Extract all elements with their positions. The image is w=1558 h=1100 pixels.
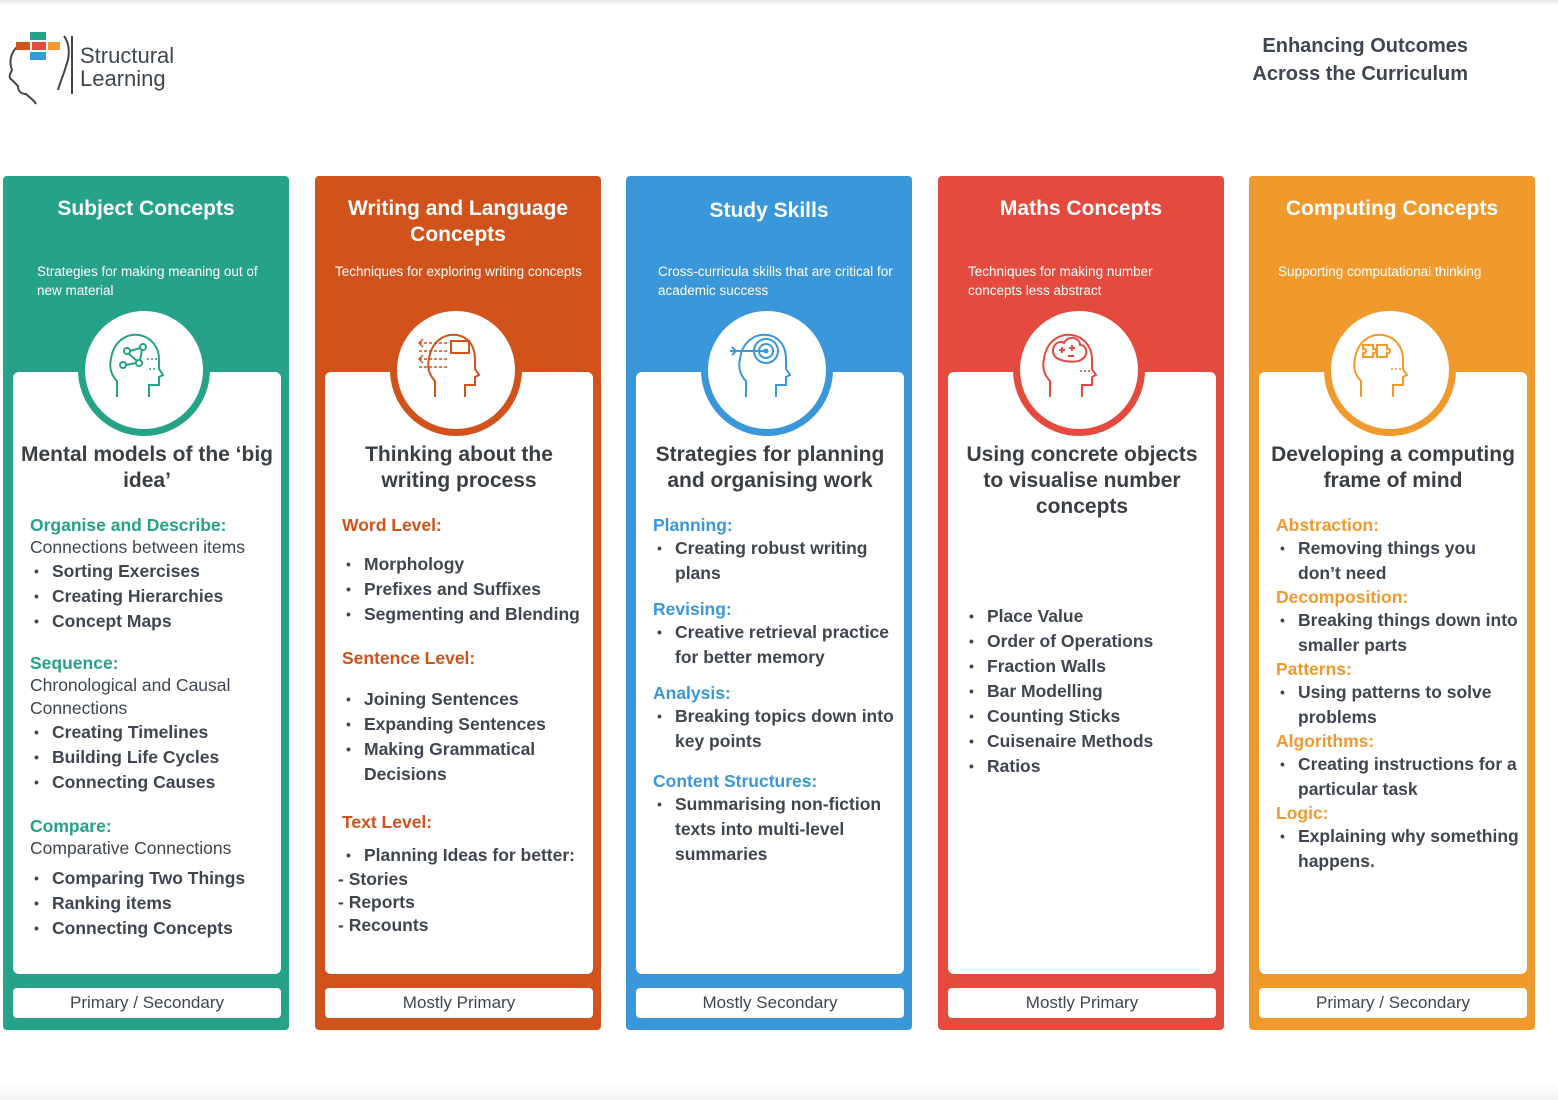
section-title: Word Level:: [342, 515, 442, 535]
list-subitem: - Stories: [338, 869, 409, 889]
concept-card: [325, 372, 593, 974]
list-item: • Counting Sticks: [965, 704, 1212, 729]
section-title: Compare:: [30, 816, 112, 836]
bullet-list: [965, 604, 1212, 779]
list-item: • Explaining why something happens.: [1276, 824, 1523, 874]
card-title: Developing a computing frame of mind: [1271, 443, 1515, 492]
column-maths-concepts: [938, 176, 1224, 1030]
bullet-list: [342, 552, 589, 627]
column-icon-badge: [78, 304, 210, 436]
brand-name-line1: Structural: [80, 43, 175, 68]
audience-label: Mostly Secondary: [636, 988, 904, 1018]
list-item: • Comparing Two Things: [30, 866, 277, 891]
section-title: Logic:: [1276, 803, 1329, 823]
section-title: Decomposition:: [1276, 587, 1409, 607]
list-item: • Order of Operations: [965, 629, 1212, 654]
list-item: • Place Value: [965, 604, 1212, 629]
section-title: Organise and Describe:: [30, 515, 227, 535]
section-title: Revising:: [653, 599, 732, 619]
column-title: Writing and Language Concepts: [347, 197, 569, 246]
list-item: • Joining Sentences: [342, 687, 589, 712]
list-item: • Sorting Exercises: [30, 559, 277, 584]
list-item: • Creating Timelines: [30, 720, 277, 745]
list-item: • Summarising non-fiction texts into multi-level summaries: [653, 792, 900, 867]
bullet-list: [30, 866, 277, 941]
bullet-list: [653, 704, 900, 754]
list-subitem: - Reports: [338, 892, 415, 912]
card-content: [653, 514, 900, 867]
list-item: • Bar Modelling: [965, 679, 1212, 704]
column-writing-language: [315, 176, 601, 1030]
list-item: • Connecting Concepts: [30, 916, 277, 941]
section-desc: Chronological and Causal Connections: [30, 675, 231, 718]
head-puzzle-icon: [1351, 329, 1415, 399]
card-title: Thinking about the writing process: [365, 443, 553, 492]
brand-name-line2: Learning: [80, 66, 166, 91]
column-subject-concepts: [3, 176, 289, 1030]
bullet-list: [342, 687, 589, 787]
column-title: Computing Concepts: [1285, 197, 1499, 220]
section-title: Analysis:: [653, 683, 731, 703]
list-subitem: - Recounts: [338, 915, 429, 935]
section-title: Algorithms:: [1276, 731, 1375, 751]
list-item: • Connecting Causes: [30, 770, 277, 795]
section-title: Content Structures:: [653, 771, 818, 791]
bullet-list: [653, 536, 900, 586]
head-arrows-icon: [417, 329, 481, 399]
section-desc: Comparative Connections: [30, 838, 232, 858]
concept-card: [636, 372, 904, 974]
head-target-icon: [728, 329, 792, 399]
head-logo-icon: [8, 30, 72, 106]
list-item: • Breaking topics down into key points: [653, 704, 900, 754]
bullet-list: [342, 843, 589, 868]
list-item: • Morphology: [342, 552, 589, 577]
list-item: • Removing things you don’t need: [1276, 536, 1523, 586]
column-subtitle: Techniques for making number concepts less abstract: [968, 264, 1153, 298]
audience-label: Primary / Secondary: [1259, 988, 1527, 1018]
brand-logo: [8, 30, 208, 106]
bullet-list: [1276, 824, 1523, 874]
list-item: • Breaking things down into smaller parts: [1276, 608, 1523, 658]
card-content: [30, 514, 277, 941]
column-icon-badge: [390, 304, 522, 436]
column-subtitle: Supporting computational thinking: [1278, 264, 1482, 279]
list-item: • Creative retrieval practice for better memory: [653, 620, 900, 670]
section-title: Sequence:: [30, 653, 119, 673]
section-title: Text Level:: [342, 812, 433, 832]
bullet-list: [653, 792, 900, 867]
column-icon-badge: [1324, 304, 1456, 436]
audience-label: Mostly Primary: [948, 988, 1216, 1018]
list-item: • Ranking items: [30, 891, 277, 916]
list-item: • Creating Hierarchies: [30, 584, 277, 609]
column-subtitle: Cross-curricula skills that are critical for academic success: [658, 264, 893, 298]
bullet-list: [30, 559, 277, 634]
card-title: Using concrete objects to visualise number concepts: [966, 443, 1198, 518]
list-item: • Concept Maps: [30, 609, 277, 634]
concept-card: [13, 372, 281, 974]
list-item: • Prefixes and Suffixes: [342, 577, 589, 602]
bullet-list: [1276, 680, 1523, 730]
list-item: • Expanding Sentences: [342, 712, 589, 737]
column-subtitle: Strategies for making meaning out of new material: [37, 264, 258, 298]
concept-card: [1259, 372, 1527, 974]
bullet-list: [30, 720, 277, 795]
column-title: Maths Concepts: [999, 197, 1163, 220]
heading-line2: Across the Curriculum: [1252, 63, 1468, 85]
section-title: Sentence Level:: [342, 648, 476, 668]
concept-card: [948, 372, 1216, 974]
head-network-icon: [105, 329, 169, 399]
bullet-list: [1276, 536, 1523, 586]
list-item: • Making Grammatical Decisions: [342, 737, 589, 787]
column-subtitle: Techniques for exploring writing concepts: [335, 264, 582, 279]
column-study-skills: [626, 176, 912, 1030]
column-title: Study Skills: [709, 199, 829, 222]
section-title: Patterns:: [1276, 659, 1352, 679]
list-item: • Creating instructions for a particular task: [1276, 752, 1523, 802]
heading-line1: Enhancing Outcomes: [1262, 35, 1468, 57]
column-icon-badge: [1013, 304, 1145, 436]
list-item: • Ratios: [965, 754, 1212, 779]
logo-divider: [71, 36, 73, 94]
card-title: Strategies for planning and organising work: [655, 443, 885, 492]
card-title: Mental models of the ‘big idea’: [20, 443, 273, 492]
column-icon-badge: [701, 304, 833, 436]
top-shadow: [0, 0, 1558, 6]
brand-name: [80, 44, 174, 90]
list-item: • Planning Ideas for better:: [342, 843, 589, 868]
head-brain-math-icon: [1040, 329, 1104, 399]
bottom-shadow: [0, 1080, 1558, 1100]
section-title: Planning:: [653, 515, 733, 535]
column-title: Subject Concepts: [57, 197, 235, 220]
section-title: Abstraction:: [1276, 515, 1380, 535]
column-computing-concepts: [1249, 176, 1535, 1030]
section-desc: Connections between items: [30, 537, 245, 557]
bullet-list: [1276, 752, 1523, 802]
card-content: [1276, 514, 1523, 874]
list-item: • Creating robust writing plans: [653, 536, 900, 586]
card-content: [965, 604, 1212, 779]
bullet-list: [1276, 608, 1523, 658]
list-item: • Fraction Walls: [965, 654, 1212, 679]
bullet-list: [653, 620, 900, 670]
list-item: • Cuisenaire Methods: [965, 729, 1212, 754]
page-heading: [1168, 32, 1468, 88]
list-item: • Segmenting and Blending: [342, 602, 589, 627]
audience-label: Mostly Primary: [325, 988, 593, 1018]
list-item: • Using patterns to solve problems: [1276, 680, 1523, 730]
list-item: • Building Life Cycles: [30, 745, 277, 770]
card-content: [338, 514, 589, 937]
audience-label: Primary / Secondary: [13, 988, 281, 1018]
